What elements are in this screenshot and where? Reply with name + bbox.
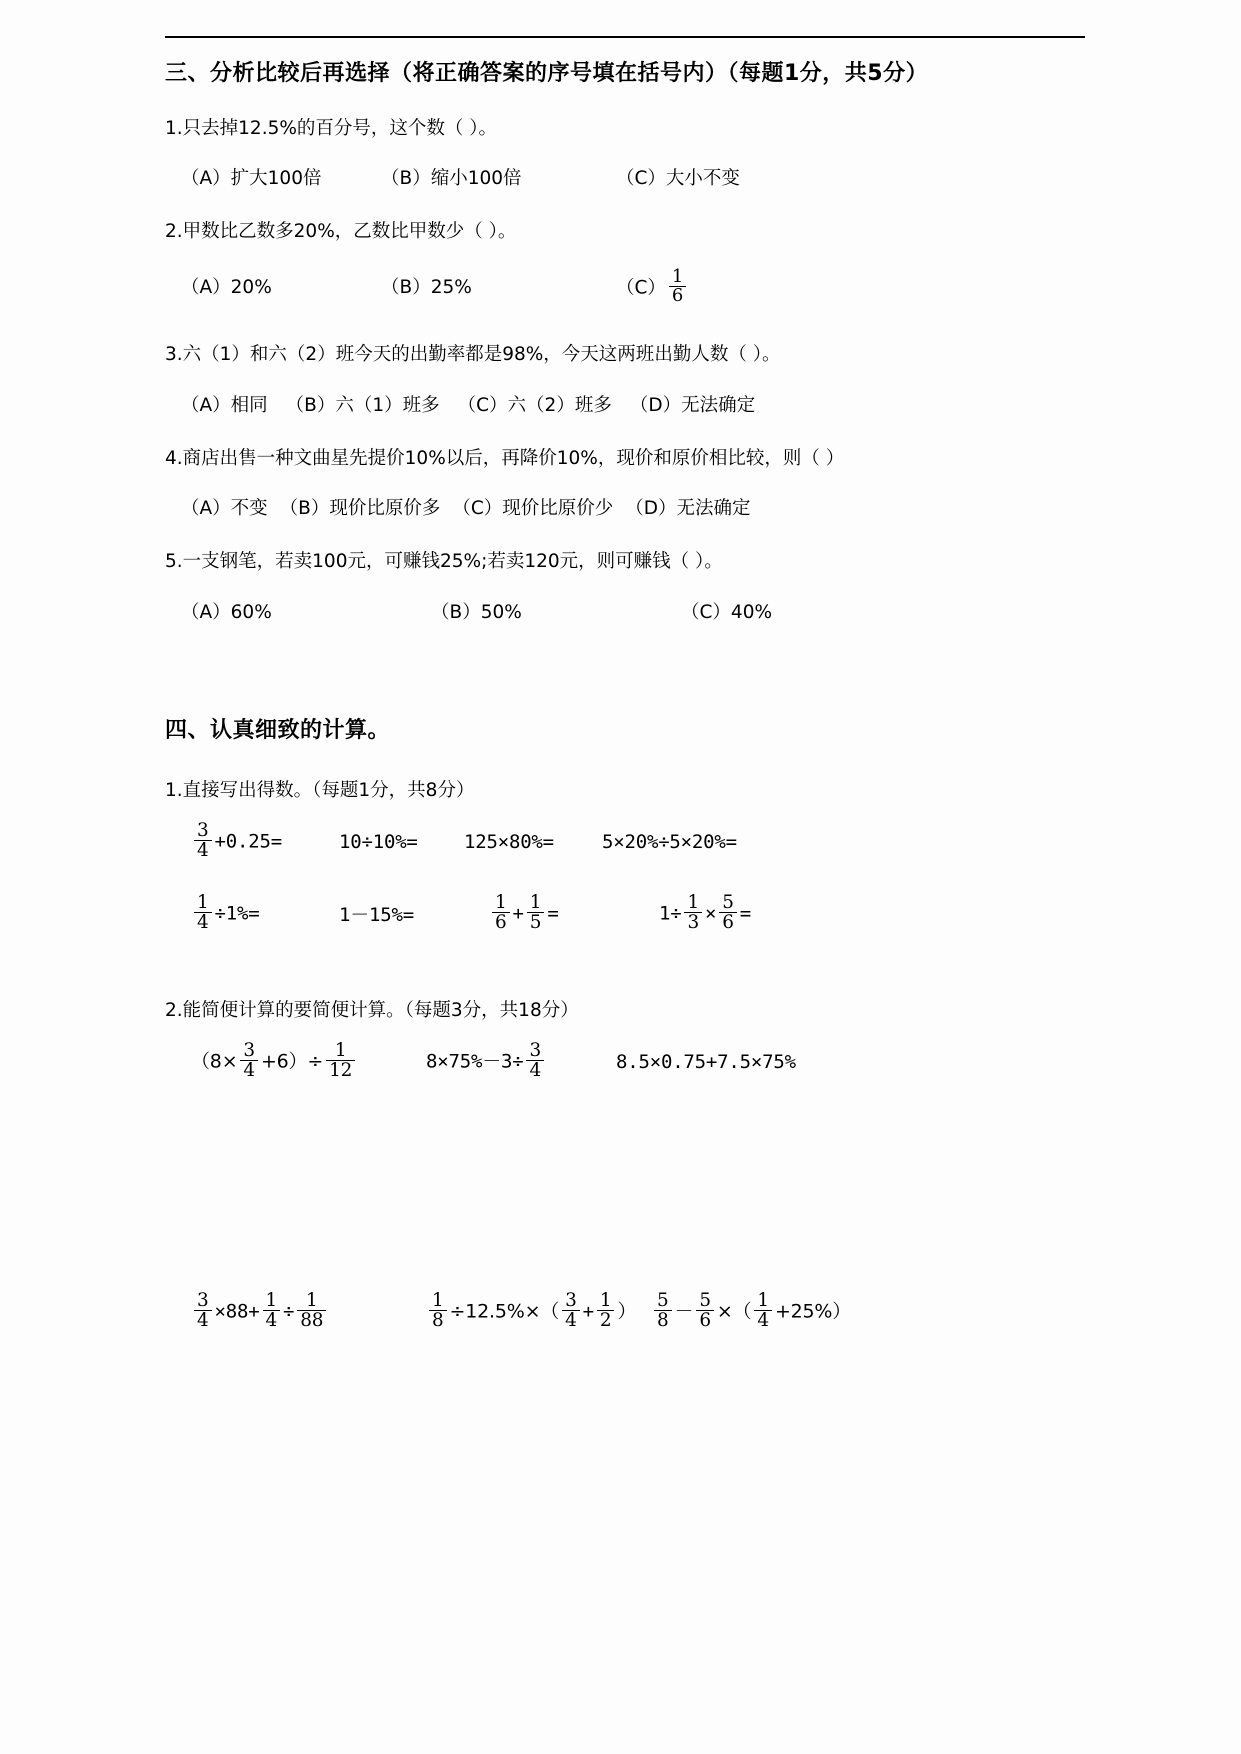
- fraction-denominator: 88: [297, 1310, 326, 1330]
- fraction-denominator: 6: [669, 286, 686, 306]
- option-1-a[interactable]: （A）扩大100倍: [181, 168, 322, 190]
- simplify-calc-row-2: [165, 1289, 1085, 1388]
- fraction-denominator: 4: [526, 1060, 544, 1080]
- expression-operator: －: [674, 1300, 694, 1323]
- question-4-options: [165, 495, 1085, 524]
- fraction-numerator: 3: [243, 1039, 255, 1061]
- row-gap: [165, 970, 1085, 996]
- fraction: [492, 893, 510, 933]
- fraction-numerator: 1: [432, 1289, 444, 1311]
- fraction-denominator: 4: [194, 912, 212, 932]
- question-5-options: [165, 599, 1085, 628]
- oral-calc-row-2: [165, 891, 1085, 964]
- section-three-title: 三、分析比较后再选择（将正确答案的序号填在括号内）（每题1分，共5分）: [165, 61, 929, 86]
- question-4-stem: 4.商店出售一种文曲星先提价10%以后，再降价10%，现价和原价相比较，则（ ）: [165, 447, 845, 469]
- expression-tail: +0.25=: [214, 830, 282, 853]
- page-sheet: [165, 0, 1085, 1754]
- fraction-numerator: 5: [722, 891, 734, 913]
- expression-head: 8×75%－3÷: [426, 1050, 524, 1073]
- expression-2-4: [659, 891, 752, 934]
- expression-operator: +6）÷: [260, 1050, 324, 1073]
- expression-tail: =: [739, 902, 752, 925]
- fraction-denominator: 4: [562, 1310, 580, 1330]
- option-2-b[interactable]: （B）25%: [381, 276, 472, 298]
- fraction-numerator: 3: [197, 1289, 209, 1311]
- option-1-c[interactable]: （C）大小不变: [616, 168, 740, 190]
- fraction-denominator: 8: [429, 1310, 447, 1330]
- oral-calc-row-1: [165, 819, 1085, 888]
- expression-head: 1÷: [659, 902, 682, 925]
- fraction-denominator: 4: [754, 1310, 772, 1330]
- fraction-numerator: 1: [265, 1289, 278, 1311]
- fraction-denominator: 6: [492, 912, 510, 932]
- page-content: [165, 60, 1085, 1394]
- fraction-denominator: 2: [597, 1310, 615, 1330]
- header-divider: [165, 36, 1085, 38]
- option-5-c[interactable]: （C）40%: [681, 601, 773, 623]
- fraction: [684, 893, 702, 933]
- fraction-numerator: 1: [599, 1289, 612, 1311]
- expression-tail: =: [547, 902, 559, 925]
- option-4-d[interactable]: （D）无法确定: [625, 498, 751, 520]
- fraction: [297, 1291, 326, 1331]
- expression-operator: ×: [705, 902, 717, 925]
- fraction-numerator: 5: [699, 1289, 711, 1311]
- simplify-calc-row-1: [165, 1039, 1085, 1126]
- fraction-numerator: 1: [529, 891, 542, 913]
- question-3-options: [165, 392, 1085, 421]
- option-3-c[interactable]: （C）六（2）班多: [457, 394, 612, 416]
- expression-2-3: [489, 891, 659, 934]
- fraction-denominator: 6: [696, 1310, 714, 1330]
- expression-operator: ×88+: [214, 1300, 260, 1323]
- fraction: [597, 1291, 615, 1331]
- option-3-a[interactable]: （A）相同: [181, 394, 268, 416]
- fraction: [562, 1291, 580, 1331]
- option-5-b[interactable]: （B）50%: [431, 601, 522, 623]
- fraction-numerator: 1: [334, 1039, 347, 1061]
- fraction: [194, 1291, 212, 1331]
- option-5-a[interactable]: （A）60%: [181, 601, 272, 623]
- fraction-numerator: 1: [671, 265, 684, 287]
- expression-operator: +: [512, 902, 524, 925]
- answer-space-area: [165, 1132, 1085, 1292]
- section-four-title: 四、认真细致的计算。: [165, 718, 391, 744]
- question-2-stem: 2.甲数比乙数多20%，乙数比甲数少（ ）。: [165, 220, 517, 242]
- expression-1-3: 125×80%=: [464, 830, 554, 853]
- option-3-d[interactable]: （D）无法确定: [629, 394, 756, 416]
- question-2-options: [165, 265, 1085, 308]
- fraction-denominator: 8: [654, 1310, 672, 1330]
- expression-operator-2: +: [582, 1300, 594, 1323]
- fraction-numerator: 3: [197, 819, 209, 841]
- expression-1-2: 10÷10%=: [339, 830, 418, 853]
- expression-2-2: 1－15%=: [339, 904, 414, 927]
- expression-4-3: [651, 1289, 852, 1332]
- fraction: [696, 1291, 714, 1331]
- fraction: [526, 1041, 544, 1081]
- fraction: [194, 821, 212, 861]
- expression-tail: ÷1%=: [214, 902, 260, 925]
- fraction-denominator: 6: [719, 912, 737, 932]
- fraction-denominator: 4: [240, 1060, 258, 1080]
- expression-2-1: [191, 891, 339, 934]
- expression-1-4: 5×20%÷5×20%=: [602, 830, 737, 853]
- expression-1-1: [191, 819, 339, 862]
- fraction: [194, 893, 212, 933]
- option-2-c[interactable]: [616, 265, 689, 308]
- subsection-2-heading: 2.能简便计算的要简便计算。（每题3分，共18分）: [165, 999, 579, 1021]
- fraction: [527, 893, 545, 933]
- fraction: [754, 1291, 772, 1331]
- option-4-b[interactable]: （B）现价比原价多: [279, 498, 441, 520]
- fraction-denominator: 4: [194, 1310, 212, 1330]
- option-4-a[interactable]: （A）不变: [181, 498, 268, 520]
- option-2-c-fraction: [669, 265, 686, 307]
- fraction-denominator: 4: [194, 840, 212, 860]
- expression-operator-2: ÷: [283, 1300, 295, 1323]
- fraction: [429, 1291, 447, 1331]
- fraction: [654, 1291, 672, 1331]
- expression-operator: ÷12.5%×（: [449, 1300, 560, 1323]
- fraction-denominator: 3: [684, 912, 702, 932]
- option-1-b[interactable]: （B）缩小100倍: [381, 168, 522, 190]
- expression-head: （8×: [191, 1050, 238, 1073]
- fraction: [263, 1291, 281, 1331]
- fraction-numerator: 1: [687, 891, 700, 913]
- expression-tail: ）: [617, 1300, 637, 1323]
- expression-3-3: 8.5×0.75+7.5×75%: [616, 1050, 796, 1073]
- fraction: [719, 893, 737, 933]
- fraction-numerator: 3: [565, 1289, 577, 1311]
- question-1-options: [165, 165, 1085, 194]
- fraction-denominator: 5: [527, 912, 545, 932]
- expression-operator-2: ×（: [716, 1300, 752, 1323]
- question-3-stem: 3.六（1）和六（2）班今天的出勤率都是98%，今天这两班出勤人数（ ）。: [165, 344, 781, 366]
- option-2-a[interactable]: （A）20%: [181, 276, 272, 298]
- subsection-1-heading: 1.直接写出得数。（每题1分，共8分）: [165, 779, 475, 801]
- fraction: [326, 1041, 355, 1081]
- expression-tail: +25%）: [774, 1300, 852, 1323]
- fraction-numerator: 3: [529, 1039, 542, 1061]
- expression-3-1: [191, 1039, 426, 1082]
- expression-4-1: [191, 1289, 426, 1332]
- fraction-numerator: 5: [657, 1289, 669, 1311]
- fraction-numerator: 1: [306, 1289, 318, 1311]
- fraction: [240, 1041, 258, 1081]
- fraction-numerator: 1: [757, 1289, 769, 1311]
- fraction-denominator: 12: [326, 1060, 355, 1080]
- option-2-c-label: （C）: [616, 276, 666, 298]
- fraction-numerator: 1: [495, 891, 507, 913]
- expression-4-2: [426, 1289, 651, 1332]
- option-3-b[interactable]: （B）六（1）班多: [285, 394, 440, 416]
- fraction-denominator: 4: [263, 1310, 281, 1330]
- expression-3-2: [426, 1039, 616, 1082]
- question-1-stem: 1.只去掉12.5%的百分号，这个数（ ）。: [165, 117, 498, 139]
- fraction-numerator: 1: [197, 891, 209, 913]
- option-4-c[interactable]: （C）现价比原价少: [452, 498, 614, 520]
- section-gap: [165, 651, 1085, 717]
- question-5-stem: 5.一支钢笔，若卖100元，可赚钱25%;若卖120元，则可赚钱（ ）。: [165, 550, 723, 572]
